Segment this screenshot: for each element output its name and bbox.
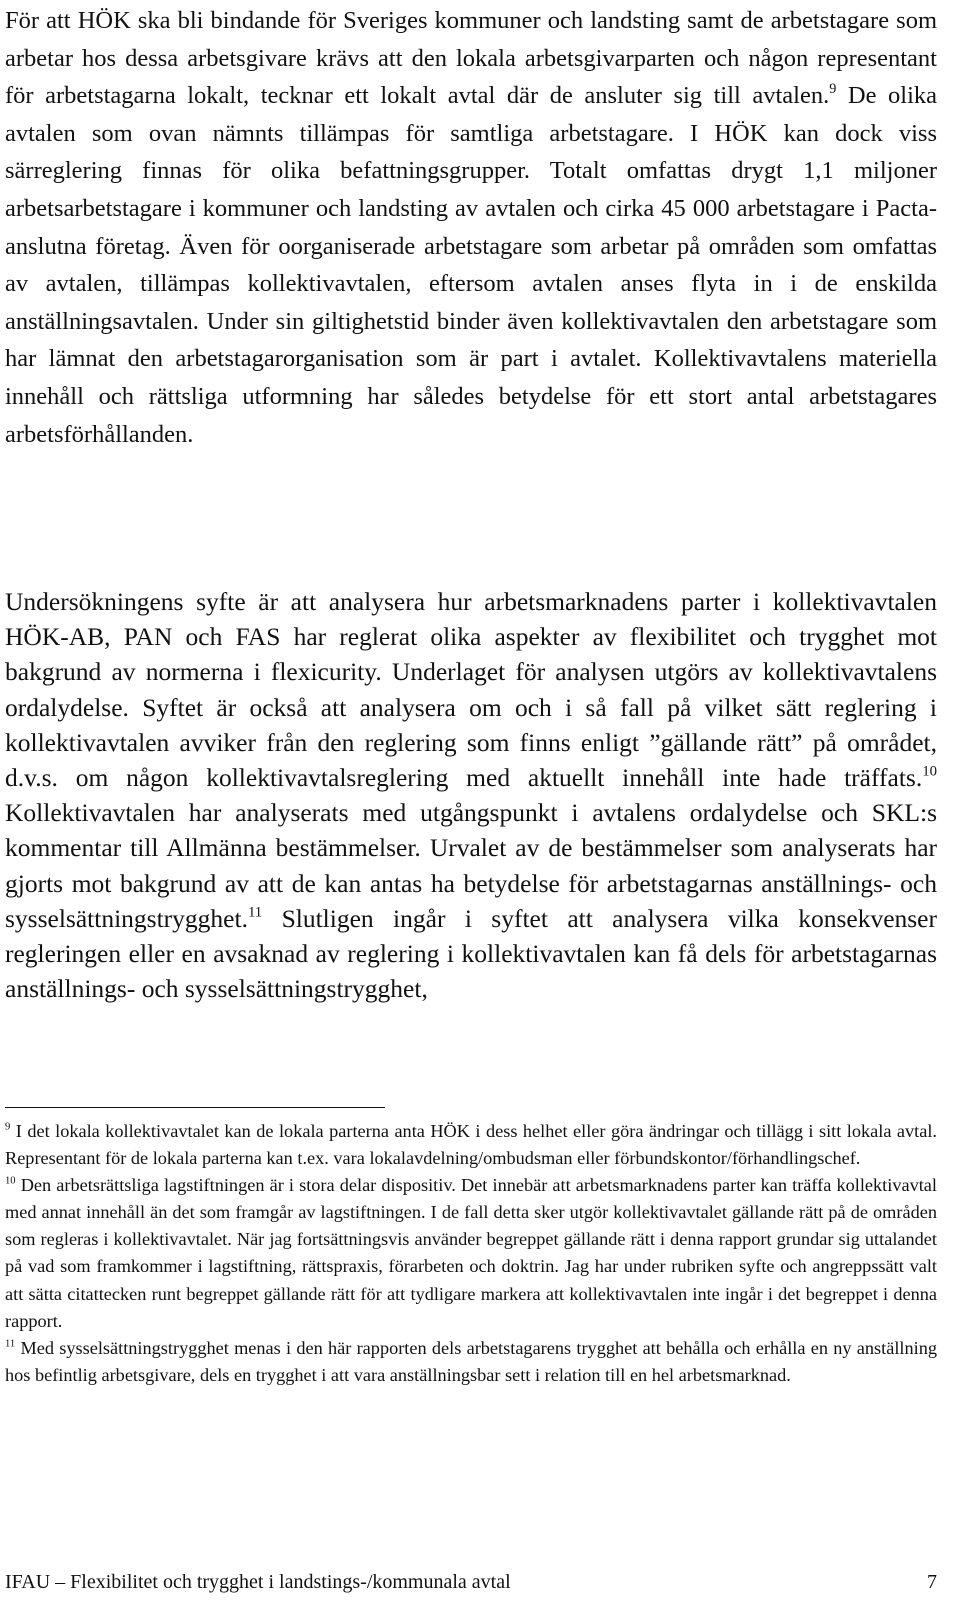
section-heading (5, 545, 937, 581)
paragraph-text: Undersökningens syfte är att analysera hur arbetsmarknadens parter i kollektivavtalen HÖK-AB, PAN och FAS har reglerat olika aspekter av flexibilitet och trygghet mot bakgrund av normerna i flexicurity. Underlaget för analysen utgörs av kollektivavtalens ordalydelse. Syftet är också att analysera om och i så fall på vilket sätt reglering i kollektivavtalen avviker från den reglering som finns enligt ”gällande rätt” på området, d.v.s. om någon kollektivavtalsreglering med aktuellt innehåll inte hade träffats. (5, 587, 937, 793)
paragraph-text: Kollektivavtalen har analyserats med utgångspunkt i avtalens ordalydelse och SKL:s kommentar till Allmänna bestämmelser. Urvalet av de bestämmelser som analyserats har gjorts mot bakgrund av att de kan antas ha betydelse för arbetstagarnas anställnings- och sysselsättningstrygghet. (5, 798, 937, 933)
footnote-number: 10 (5, 1175, 16, 1187)
body-paragraph (5, 584, 937, 1006)
footnote-ref-9[interactable]: 9 (829, 80, 837, 97)
footer-title: IFAU – Flexibilitet och trygghet i landstings-/kommunala avtal (5, 1571, 511, 1593)
footnotes (5, 1118, 937, 1389)
footnote-separator (5, 1107, 385, 1108)
page-footer (5, 1567, 937, 1597)
footnote-11 (5, 1335, 937, 1389)
footnote-10 (5, 1172, 937, 1335)
paragraph-text: För att HÖK ska bli bindande för Sveriges kommuner och landsting samt de arbetstagare som arbetar hos dessa arbetsgivare krävs att den lokala arbetsgivarparten och någon representant för arbetstagarna lokalt, tecknar ett lokalt avtal där de ansluter sig till avtalen. (5, 7, 937, 110)
footnote-text: Den arbetsrättsliga lagstiftningen är i stora delar dispositiv. Det innebär att arbetsmarknadens parter kan träffa kollektivavtal med annat innehåll än det som framgår av lagstiftningen. I de fall detta sker utgör kollektivavtalet gällande rätt på de områden som regleras i kollektivavtalet. När jag fortsättningsvis använder begreppet gällande rätt i denna rapport grundar sig uttalandet på vad som framkommer i lagstiftning, rättspraxis, förarbeten och doktrin. Jag har under rubriken syfte och angreppssätt valt att sätta citattecken runt begreppet gällande rätt för att tydligare markera att kollektivavtalen inte ingår i det begreppet i denna rapport. (5, 1175, 937, 1331)
footnote-number: 11 (5, 1338, 16, 1350)
page-number: 7 (927, 1571, 937, 1593)
paragraph-text: Slutligen ingår i syftet att analysera vilka konsekvenser regleringen eller en avsaknad av reglering i kollektivavtalen kan få dels för arbetstagarnas anställnings- och sysselsättningstrygghet, (5, 903, 937, 1004)
footnote-text: Med sysselsättningstrygghet menas i den här rapporten dels arbetstagarens trygghet att behålla och erhålla en ny anställning hos befintlig arbetsgivare, dels en trygghet i att vara anställningsbar sett i relation till en hel arbetsmarknad. (5, 1337, 937, 1385)
footnote-text: I det lokala kollektivavtalet kan de lokala parterna anta HÖK i dess helhet eller göra ändringar och tillägg i sitt lokala avtal. Representant för de lokala parterna kan t.ex. vara lokalavdelning/ombudsman eller förbundskontor/förhandlingschef. (5, 1121, 937, 1169)
footnote-ref-10[interactable]: 10 (922, 763, 937, 780)
footnote-ref-11[interactable]: 11 (247, 904, 263, 921)
paragraph-text: De olika avtalen som ovan nämnts tillämpas för samtliga arbetstagare. I HÖK kan dock viss särreglering finnas för olika befattningsgrupper. Totalt omfattas drygt 1,1 miljoner arbetsarbetstagare i kommuner och landsting av avtalen och cirka 45 000 arbetstagare i Pactaanslutna företag. Även för oorganiserade arbetstagare som arbetar på områden som omfattas av avtalen, tillämpas kollektivavtalen, eftersom avtalen anses flyta in i de enskilda anställningsavtalen. Under sin giltighetstid binder även kollektivavtalen den arbetstagare som har lämnat den arbetstagarorganisation som är part i avtalet. Kollektivavtalens materiella innehåll och rättsliga utformning har således betydelse för ett stort antal arbetstagares arbetsförhållanden. (5, 82, 938, 448)
footnote-9 (5, 1118, 937, 1172)
footnote-number: 9 (5, 1121, 11, 1133)
body-paragraph (5, 2, 937, 453)
